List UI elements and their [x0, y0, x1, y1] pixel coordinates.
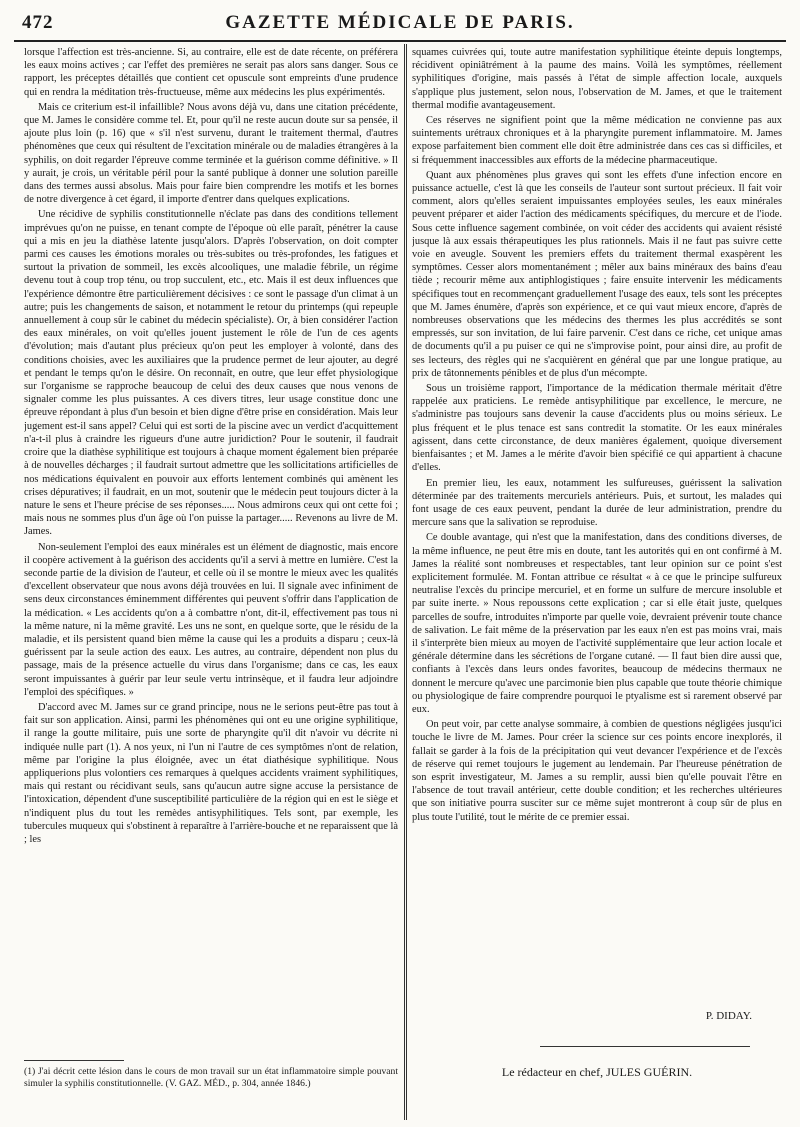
paragraph: Sous un troisième rapport, l'importance de la médication thermale méritait d'être rappelée aux praticiens. Le remède antisyphilitique par excellence, le mercure, ne s'administre pas toujours sans devenir la cause d'accidents plus ou moins sérieux. Le plus fréquent et le plus tenace est sans contredit la stomatite. Or les eaux minérales agissent, dans cette circonstance, de deux manières également, quoique diversement bienfaisantes ; et M. James a le mérite d'avoir bien spécifié ce qui appartient à chacune d'elles.	[412, 383, 782, 474]
page-header	[0, 0, 800, 44]
paragraph: Ces réserves ne signifient point que la même médication ne convienne pas aux suintements urétraux chroniques et à la pharyngite purement inflammatoire. M. James expose parfaitement bien comment elle doit être administrée dans ces cas si difficiles, et si fréquemment inaccessibles aux efforts de la médecine pharmaceutique.	[412, 115, 782, 166]
closing-rule	[540, 1046, 750, 1047]
header-rule	[14, 40, 786, 42]
editor-line: Le rédacteur en chef, JULES GUÉRIN.	[501, 1065, 693, 1079]
footnote-rule	[24, 1060, 124, 1061]
paragraph: D'accord avec M. James sur ce grand principe, nous ne le serions peut-être pas tout à fait sur son application. Ainsi, parmi les phénomènes qui ont eu une origine syphilitique, il range la goutte militaire, puis une sorte de pharyngite qu'il dit n'avoir vu décrite ni indiquée nulle part (1). A nos yeux, ni l'un ni l'autre de ces symptômes n'ont de relation, même par l'origine la plus éloignée, avec un état diathésique syphilitique. Nous appliquerions plus volontiers ces remarques à quelques accidents vraiment syphilitiques, mais qui restant ou récidivant seuls, sans qu'aucun autre signe accuse la persistance de l'intoxication, dépendent d'une susceptibilité particulière de la région qui en est le siège et n'indiquent plus du tout les remèdes antisyphilitiques. Tels sont, par exemple, les tubercules muqueux qui s'obstinent à reparaître à l'arrière-bouche et ne reparaissent que là ; les	[24, 701, 398, 845]
paragraph: squames cuivrées qui, toute autre manifestation syphilitique éteinte depuis longtemps, récidivent opiniâtrément à la paume des mains. Voilà les symptômes, réellement syphilitiques d'origine, mais passés à l'état de simple affection locale, auxquels s'applique plus justement, selon nous, l'observation de M. James, et que le traitement thermal modifie avantageusement.	[412, 47, 782, 111]
right-column	[412, 46, 782, 1006]
journal-title: GAZETTE MÉDICALE DE PARIS.	[225, 12, 575, 33]
paragraph: Ce double avantage, qui n'est que la manifestation, dans des conditions diverses, de la même influence, ne peut être mis en doute, tant les autorités qui en ont confirmé à M. James la réalité sont nombreuses et respectables, tant leur opinion sur ce point s'est explicitement formulée. M. Fontan attribue ce résultat « à ce que le principe sulfureux neutralise l'excès du principe mercuriel, et en forme un sulfure de mercure insoluble et par suite inerte. » Nous repoussons cette explication ; car si elle était juste, quelques parcelles de soufre, introduites n'importe par quelle voie, devraient prévenir toute chance de salivation. Le fait même de la préservation par les eaux n'en est pas moins vrai, mais il s'interprète bien mieux au moyen de l'activité supplémentaire que leur action locale et générale détermine dans les sécrétions de l'organe cutané. — Il faut bien dire aussi que, confiants à l'excès dans leurs ondes favorites, beaucoup de médecins thermaux ne donnent le mercure qu'avec une parcimonie bien plus capable que toute théorie chimique ou physiologique de faire comprendre pourquoi le ptyalisme est si rarement observé par eux.	[412, 532, 782, 715]
paragraph: Une récidive de syphilis constitutionnelle n'éclate pas dans des conditions tellement imprévues qu'on ne puisse, en tenant compte de l'époque où elle paraît, pénétrer la cause qui a mis en jeu la diathèse latente jusqu'alors. D'après l'observation, on doit compter parmi ces causes les émotions morales ou très-subites ou très-profondes, les fatigues et surtout la privation de sommeil, les excès alcooliques, une maladie fébrile, un régime devenu tout à coup trop ténu, ou trop succulent, etc., etc. Mais il est deux influences que l'expérience démontre être particulièrement décisives : ce sont le passage d'un climat à un autre; puis les changements de saison, et notamment le retour du printemps (qui repeuple annuellement à coup sûr le cabinet du médecin spécialiste). Or, à bien considérer l'action des eaux minérales, on voit qu'elles jouent justement le rôle de l'un de ces agents d'évolution; mais d'autant plus précieux qu'on peut les employer à volonté, dans des conditions choisies, avec les auxiliaires que la prudence permet de leur ajouter, au degré et pendant le temps qu'on le désire. On reconnaît, en outre, que leur effet physiologique sur l'organisme se rapproche beaucoup de celui des deux causes que nous venons de signaler comme les plus puissantes. A ces divers titres, leur usage constitue donc une épreuve répondant à plus d'un besoin et bien digne d'être prise en considération. Mais leur jugement est-il sans appel? Celui qui est sorti de la piscine avec un verdict d'acquittement n'a-t-il plus à craindre les rigueurs d'une autre juridiction? Pour le soutenir, il faudrait croire que la diathèse syphilitique est toujours à chaque moment également bien préparée à de nouvelles décharges ; il faudrait surtout admettre que les sollicitations artificielles de nos médications équivalent en pouvoir aux efforts lentement combinés qui amènent les crises dépuratives; il faudrait, en un mot, soutenir que le médecin peut toujours dicter à la nature le sens et l'heure précise de ses réponses..... Nous admirons ceux qui ont cette foi ; mais nous ne sommes plus d'un âge où l'on puisse la partager..... Revenons au livre de M. James.	[24, 209, 398, 538]
paragraph: En premier lieu, les eaux, notamment les sulfureuses, guérissent la salivation déterminée par des traitements mercuriels antérieurs. Puis, et surtout, les malades qui font usage de ces eaux peuvent, pendant la durée de leur administration, prendre du mercure sans que la salivation se reproduise.	[412, 477, 782, 529]
page-number: 472	[22, 12, 54, 33]
author-signature: P. DIDAY.	[705, 1010, 752, 1022]
paragraph: Non-seulement l'emploi des eaux minérales est un élément de diagnostic, mais encore il coopère activement à la guérison des accidents qu'il a servi à mettre en lumière. C'est la seconde partie de la division de l'auteur, et celle où il se montre le mieux avec les qualités d'excellent observateur que nous avons déjà trouvées en lui. Il signale avec infiniment de sens deux circonstances éminemment différentes qui peuvent s'offrir dans l'application de la médication. « Les accidents qu'on a à combattre n'ont, dit-il, effectivement pas tous ni la même nature, ni la même gravité. Les uns ne sont, en quelque sorte, que le résidu de la maladie, et ils persistent quand bien même la cause qui les a produits a disparu ; ceux-là guérissent par la seule action des eaux. Les autres, au contraire, dépendent non plus du passage, mais de la présence actuelle du virus dans l'organisme; dans ce cas, les eaux seront impuissantes à guérir par leur seule vertu intrinsèque, et il faudra leur adjoindre l'emploi des spécifiques. »	[24, 541, 398, 698]
left-column	[24, 46, 398, 1036]
paragraph: lorsque l'affection est très-ancienne. Si, au contraire, elle est de date récente, on préférera les eaux moins actives ; car l'effet des premières ne serait pas alors sans danger. Sous ce rapport, les préceptes détaillés que contient cet opuscule sont empreints d'une prudence qui en rendra la méditation très-fructueuse, même aux médecins les plus expérimentés.	[24, 47, 398, 98]
paragraph: On peut voir, par cette analyse sommaire, à combien de questions négligées jusqu'ici touche le livre de M. James. Pour créer la science sur ces points encore inexplorés, il fallait se garder à la fois de la précipitation qui veut devancer l'expérience et de l'excès de réserve qui remet toujours le jugement au lendemain. Par l'heureuse pénétration de son esprit investigateur, M. James a su remplir, aussi bien qu'elle pouvait l'être en l'absence de tout travail antérieur, cette double condition; et les recherches ultérieures que son initiative pourra susciter sur ce même sujet montreront à coup sûr de plus en plus toute l'utilité, tout le mérite de ce premier essai.	[412, 719, 782, 823]
paragraph: Quant aux phénomènes plus graves qui sont les effets d'une infection encore en puissance actuelle, c'est là que les conseils de l'auteur sont surtout précieux. Il fait voir comment, alors qu'elles seraient impuissantes employées seules, les eaux minérales peuvent préparer et aider l'action des médicaments spécifiques, du mercure et de l'iode. Sous cette influence sagement combinée, on voit céder des accidents qui avaient résisté jusque là aux essais thérapeutiques les plus rationnels. Mais il ne faut pas suivre cette voie en aveugle. Souvent les premiers effets du traitement thermal exaspèrent les symptômes. Cesser alors momentanément ; mêler aux bains minéraux des bains d'eau tiède ; recourir même aux antiphlogistiques ; faire ensuite intervenir les médicaments spécifiques tout en recommençant graduellement l'usage des eaux, tels sont les préceptes que M. James énumère, d'après son expérience, et ce qui vaut mieux encore, d'après de nombreuses observations que les médecins des thermes les plus accrédités se sont empressés, sur son invitation, de lui faire parvenir. C'est dans ce riche, cet unique amas de documents qu'il a pu puiser ce qui ne s'improvise point, pour ainsi dire, au profit de ses lecteurs, des règles qui ne s'acquièrent en général que par une longue pratique, au prix de tâtonnements pénibles et de plus d'un mécompte.	[412, 169, 782, 379]
paragraph: Mais ce criterium est-il infaillible? Nous avons déjà vu, dans une citation précédente, que M. James le considère comme tel. Et, pour qu'il ne reste aucun doute sur sa pensée, il ajoute plus loin (p. 16) que « s'il n'est survenu, durant le traitement thermal, d'autres phénomènes que ceux qui résultent de l'excitation minérale ou de maladies étrangères à la syphilis, on doit regarder l'épreuve comme terminée et la guérison comme définitive. » Il y aurait, je crois, un véritable péril pour la santé publique à donner une solution pareille dans des termes aussi absolus. Mais pour faire bien comprendre les motifs et les bornes de notre divergence à cet égard, il importe d'entrer dans quelques explications.	[24, 101, 398, 206]
column-divider	[404, 44, 407, 1120]
footnote: (1) J'ai décrit cette lésion dans le cours de mon travail sur un état inflammatoire simple pouvant simuler la syphilis constitutionnelle. (V. GAZ. MÉD., p. 304, année 1846.)	[24, 1066, 398, 1090]
